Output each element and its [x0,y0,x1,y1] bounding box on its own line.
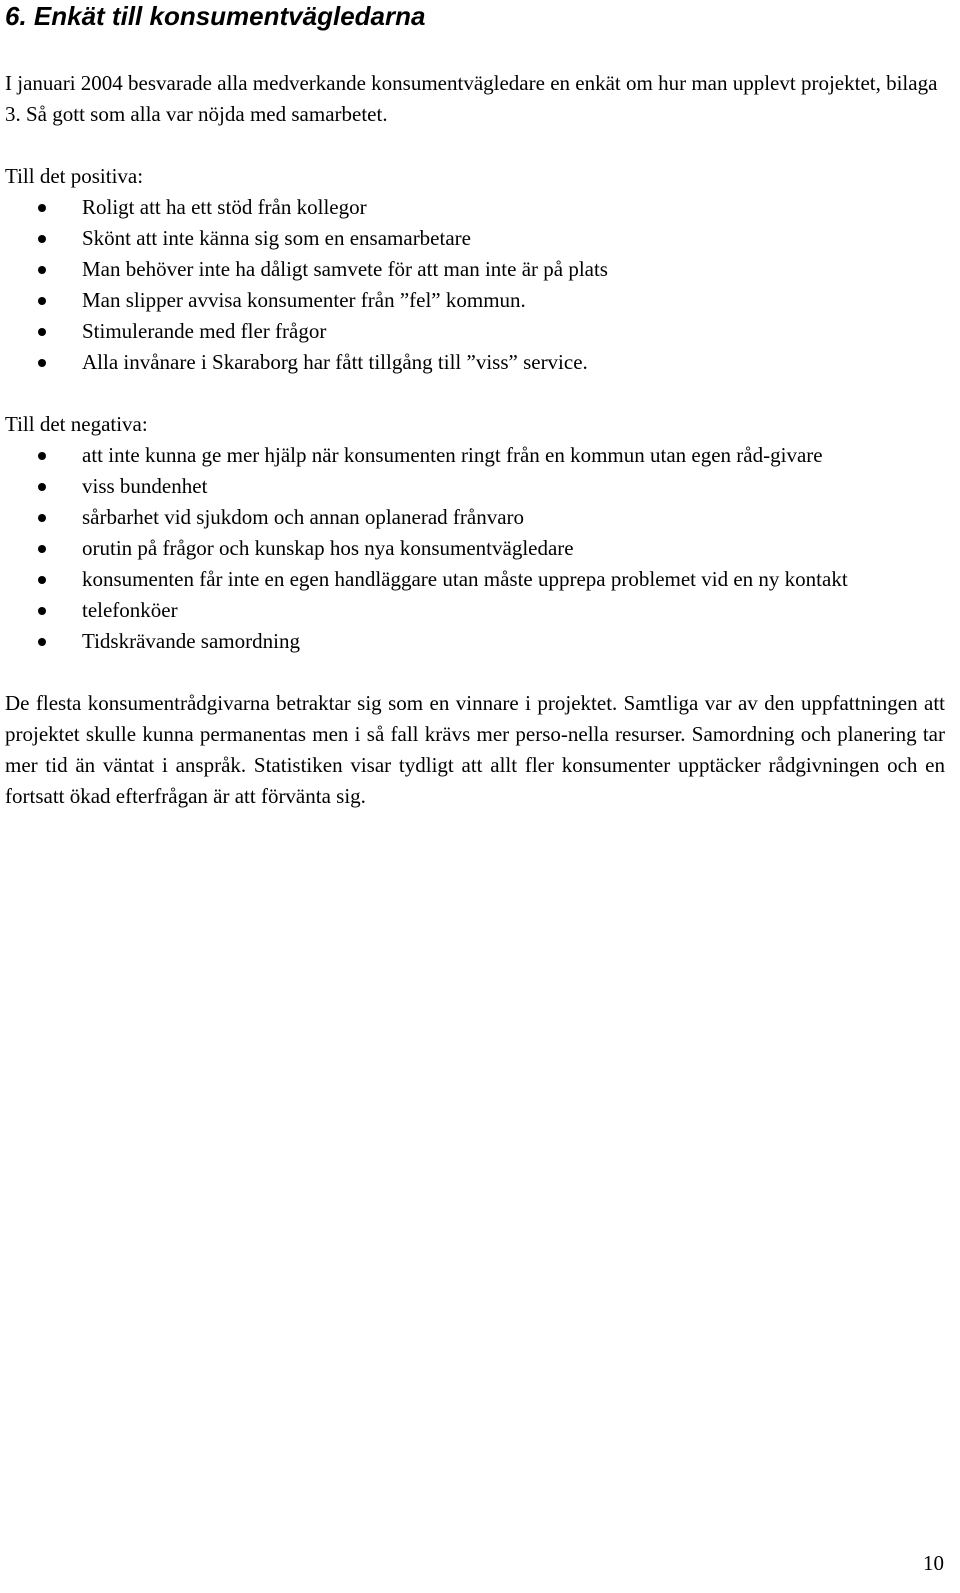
intro-paragraph: I januari 2004 besvarade alla medverkande konsumentvägledare en enkät om hur man upplevt projektet, bilaga 3. Så gott som alla var nöjda med samarbetet. [5,71,938,126]
list-item-text: att inte kunna ge mer hjälp när konsumenten ringt från en kommun utan egen råd-givare [82,443,823,467]
bullet-icon [38,204,46,212]
list-item [5,254,945,285]
bullet-icon [38,328,46,336]
bullet-icon [38,452,46,460]
list-item [5,347,945,378]
bullet-icon [38,576,46,584]
list-item-text: sårbarhet vid sjukdom och annan oplanerad frånvaro [82,505,525,529]
list-item-text: Man behöver inte ha dåligt samvete för att man inte är på plats [82,257,608,281]
list-item-text: viss bundenhet [82,474,208,498]
list-item-text: Tidskrävande samordning [82,629,300,653]
document-page [5,0,945,812]
bullet-icon [38,297,46,305]
negative-heading: Till det negativa: [5,412,148,436]
bullet-icon [38,545,46,553]
list-item-text: telefonköer [82,598,178,622]
bullet-icon [38,266,46,274]
bullet-icon [38,607,46,615]
list-item [5,471,945,502]
conclusion-paragraph: De flesta konsumentrådgivarna betraktar sig som en vinnare i projektet. Samtliga var av den uppfattningen att projektet skulle kunna permanentas men i så fall krävs mer perso-nella resurser. Samordning och planering tar mer tid än väntat i anspråk. Statistiken visar tydligt att allt fler konsumenter upptäcker rådgivningen och en fortsatt ökad efterfrågan är att förvänta sig. [5,691,945,808]
list-item-text: Man slipper avvisa konsumenter från ”fel” kommun. [82,288,526,312]
page-number: 10 [923,1551,944,1575]
bullet-icon [38,235,46,243]
section-title: 6. Enkät till konsumentvägledarna [5,1,426,31]
list-item-text: Roligt att ha ett stöd från kollegor [82,195,367,219]
list-item-text: konsumenten får inte en egen handläggare utan måste upprepa problemet vid en ny kontakt [82,567,848,591]
positive-list [5,192,945,378]
list-item [5,533,945,564]
list-item [5,502,945,533]
negative-list [5,440,945,657]
bullet-icon [38,638,46,646]
list-item [5,285,945,316]
list-item-text: Skönt att inte känna sig som en ensamarbetare [82,226,471,250]
list-item-text: orutin på frågor och kunskap hos nya konsumentvägledare [82,536,574,560]
list-item [5,316,945,347]
positive-heading: Till det positiva: [5,164,144,188]
list-item [5,595,945,626]
bullet-icon [38,359,46,367]
list-item-text: Stimulerande med fler frågor [82,319,327,343]
list-item [5,192,945,223]
bullet-icon [38,514,46,522]
list-item [5,223,945,254]
list-item-text: Alla invånare i Skaraborg har fått tillgång till ”viss” service. [82,350,588,374]
list-item [5,440,945,471]
list-item [5,626,945,657]
bullet-icon [38,483,46,491]
list-item [5,564,945,595]
